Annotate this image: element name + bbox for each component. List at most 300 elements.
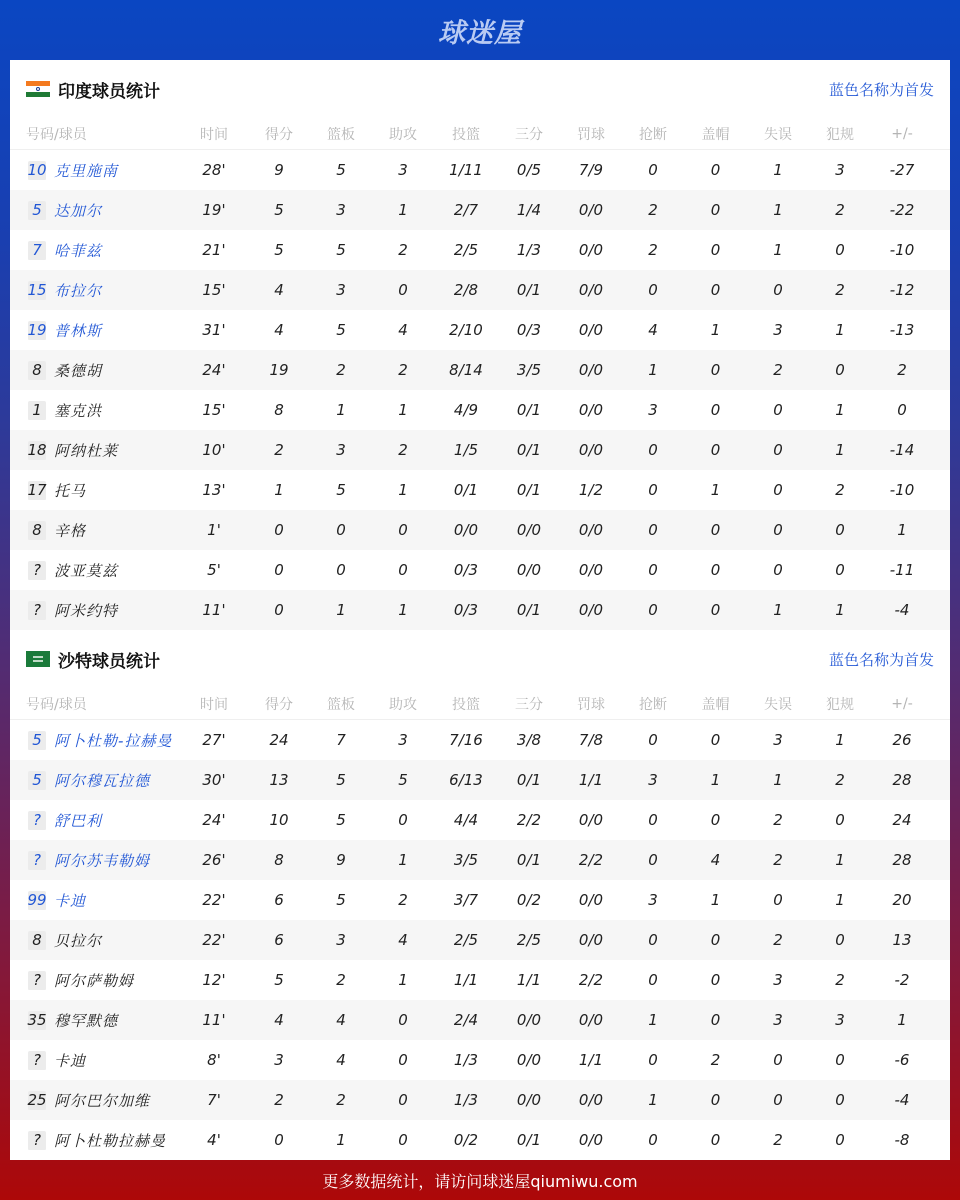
stat-cell: 6 xyxy=(274,891,284,909)
stat-cell: 3 xyxy=(336,201,346,219)
stat-cell: 0/1 xyxy=(516,851,542,869)
stat-cell: 27' xyxy=(202,731,226,749)
stat-cell: 0 xyxy=(897,401,907,419)
player-cell[interactable] xyxy=(10,850,180,871)
stat-cell: 5 xyxy=(274,971,284,989)
stat-cell: 1 xyxy=(398,201,408,219)
stat-cell: 3 xyxy=(336,931,346,949)
jersey-number-icon: 5 xyxy=(28,771,46,790)
stat-cell: 5 xyxy=(398,771,408,789)
player-name[interactable]: 阿卜杜勒拉赫曼 xyxy=(54,1131,167,1150)
stat-cell: 1 xyxy=(336,401,346,419)
stat-cell: 2 xyxy=(773,811,783,829)
player-name[interactable]: 托马 xyxy=(54,481,87,500)
column-header: 罚球 xyxy=(577,696,605,713)
stat-cell: 0/0 xyxy=(516,521,542,539)
stat-cell: 1 xyxy=(773,241,783,259)
stat-cell: 0/1 xyxy=(516,481,542,499)
player-row[interactable] xyxy=(10,150,950,190)
stat-cell: 1 xyxy=(773,601,783,619)
stat-cell: 0 xyxy=(835,1051,845,1069)
jersey-number-icon: 17 xyxy=(27,481,47,499)
stat-cell: 31' xyxy=(202,321,226,339)
stat-cell: 0 xyxy=(648,521,658,539)
player-row[interactable] xyxy=(10,350,950,390)
stat-cell: -4 xyxy=(894,601,910,619)
stat-cell: 1/1 xyxy=(453,971,479,989)
stat-cell: -10 xyxy=(889,241,915,259)
column-header: 时间 xyxy=(200,126,228,143)
stat-cell: 1 xyxy=(336,1131,346,1149)
player-row[interactable] xyxy=(10,510,950,550)
player-row[interactable] xyxy=(10,430,950,470)
stat-cell: 2 xyxy=(336,971,346,989)
player-cell[interactable] xyxy=(10,200,180,221)
player-name[interactable]: 卡迪 xyxy=(54,1051,87,1070)
stat-cell: 0 xyxy=(710,601,721,619)
stat-cell: 9 xyxy=(274,161,284,179)
stat-cell: 0/0 xyxy=(578,241,604,259)
stat-cell: 6 xyxy=(274,931,284,949)
column-header: 投篮 xyxy=(452,696,480,713)
player-name[interactable]: 阿纳杜莱 xyxy=(54,441,119,460)
stat-cell: 1 xyxy=(398,401,408,419)
stat-cell: 0/0 xyxy=(578,811,604,829)
column-header: 号码/球员 xyxy=(26,696,87,713)
stat-cell: 0/0 xyxy=(578,321,604,339)
india-flag-icon xyxy=(26,81,50,97)
stat-cell: 19' xyxy=(202,201,226,219)
stat-cell: 0/1 xyxy=(453,481,479,499)
player-cell[interactable] xyxy=(10,1050,180,1071)
jersey-number-icon: 25 xyxy=(27,1091,47,1109)
player-cell[interactable] xyxy=(10,160,180,181)
stat-cell: 5 xyxy=(336,241,346,259)
stat-cell: -4 xyxy=(894,1091,910,1109)
stat-cell: 2 xyxy=(773,361,783,379)
stat-cell: 4 xyxy=(274,321,284,339)
stat-cell: 5 xyxy=(336,161,346,179)
player-cell[interactable] xyxy=(10,440,180,461)
column-header: 失误 xyxy=(764,696,792,713)
stat-cell: 2 xyxy=(274,441,284,459)
team-section-india xyxy=(10,60,950,630)
stat-cell: 0/0 xyxy=(516,1091,542,1109)
stat-cell: 0/0 xyxy=(578,1091,604,1109)
jersey-number-icon: 8 xyxy=(28,361,46,380)
stat-cell: 0 xyxy=(773,441,783,459)
player-name[interactable]: 贝拉尔 xyxy=(54,931,103,950)
jersey-number-icon: 99 xyxy=(27,891,47,909)
stat-cell: -11 xyxy=(889,561,915,579)
stat-cell: 0 xyxy=(710,731,721,749)
stat-cell: 0/1 xyxy=(516,601,542,619)
stat-cell: 1/2 xyxy=(578,481,604,499)
stat-cell: 2/10 xyxy=(449,321,483,339)
stat-cell: 2 xyxy=(398,441,408,459)
stat-cell: 1 xyxy=(773,771,783,789)
stat-cell: 1 xyxy=(710,481,721,499)
stat-cell: 0/0 xyxy=(578,281,604,299)
stat-cell: 0 xyxy=(710,561,721,579)
player-row[interactable] xyxy=(10,270,950,310)
stat-cell: 1 xyxy=(274,481,284,499)
stat-cell: 0/0 xyxy=(578,561,604,579)
player-name[interactable]: 克里施南 xyxy=(54,161,119,180)
player-row[interactable] xyxy=(10,190,950,230)
player-cell[interactable] xyxy=(10,520,180,541)
stat-cell: 1 xyxy=(773,201,783,219)
stat-cell: 0 xyxy=(773,521,783,539)
stat-cell: 0 xyxy=(835,1091,845,1109)
stat-cell: 8/14 xyxy=(449,361,483,379)
stat-cell: 3 xyxy=(648,891,658,909)
stat-cell: 5 xyxy=(336,321,346,339)
stat-cell: 0 xyxy=(274,521,284,539)
jersey-number-icon: 19 xyxy=(27,321,47,339)
stat-cell: -12 xyxy=(889,281,915,299)
stat-cell: 4 xyxy=(274,281,284,299)
player-cell[interactable] xyxy=(10,320,180,341)
player-row[interactable] xyxy=(10,1120,950,1160)
stat-cell: 2 xyxy=(336,361,346,379)
stat-cell: 1/1 xyxy=(516,971,542,989)
stat-cell: 4 xyxy=(274,1011,284,1029)
jersey-number-icon: 7 xyxy=(28,241,46,260)
stat-cell: 2 xyxy=(835,281,845,299)
stat-cell: 0/0 xyxy=(578,441,604,459)
player-name[interactable]: 波亚莫兹 xyxy=(54,561,119,580)
stat-cell: 0 xyxy=(773,1091,783,1109)
stat-cell: 0 xyxy=(710,441,721,459)
stat-cell: 0 xyxy=(773,481,783,499)
player-cell[interactable] xyxy=(10,600,180,621)
stat-cell: 0/0 xyxy=(578,201,604,219)
player-cell[interactable] xyxy=(10,280,180,301)
jersey-number-icon: 18 xyxy=(27,441,47,459)
stat-cell: 0 xyxy=(773,281,783,299)
stat-cell: 24 xyxy=(269,731,289,749)
player-row[interactable] xyxy=(10,230,950,270)
stat-cell: 4/9 xyxy=(453,401,479,419)
player-row[interactable] xyxy=(10,800,950,840)
stat-cell: 0 xyxy=(835,811,845,829)
section-title: 沙特球员统计 xyxy=(58,651,160,672)
stat-cell: 2/7 xyxy=(453,201,479,219)
stat-cell: 28 xyxy=(892,771,912,789)
stat-cell: 28' xyxy=(202,161,226,179)
stat-cell: 1 xyxy=(336,601,346,619)
stat-cell: 0 xyxy=(648,971,658,989)
player-row[interactable] xyxy=(10,880,950,920)
stat-cell: 0 xyxy=(773,1051,783,1069)
column-header: 得分 xyxy=(265,126,293,143)
stat-cell: 7/16 xyxy=(449,731,483,749)
jersey-number-icon: ? xyxy=(28,561,46,580)
stat-cell: 24 xyxy=(892,811,912,829)
stat-cell: 5 xyxy=(336,811,346,829)
stat-cell: 0 xyxy=(710,521,721,539)
starter-legend: 蓝色名称为首发 xyxy=(828,650,934,669)
stat-cell: -6 xyxy=(894,1051,910,1069)
stat-cell: 0 xyxy=(648,731,658,749)
stat-cell: 0/0 xyxy=(578,361,604,379)
column-header: 三分 xyxy=(515,126,543,143)
player-cell[interactable] xyxy=(10,400,180,421)
player-cell[interactable] xyxy=(10,890,180,911)
stat-cell: 1 xyxy=(835,851,845,869)
player-cell[interactable] xyxy=(10,730,180,751)
stat-cell: 0 xyxy=(773,891,783,909)
section-header xyxy=(10,60,950,118)
stat-cell: 3 xyxy=(336,441,346,459)
stat-cell: 2/2 xyxy=(578,971,604,989)
stat-cell: 3 xyxy=(773,1011,783,1029)
jersey-number-icon: ? xyxy=(28,601,46,620)
player-name[interactable]: 阿尔苏韦勒姆 xyxy=(54,851,151,870)
player-row[interactable] xyxy=(10,920,950,960)
player-name[interactable]: 阿尔穆瓦拉德 xyxy=(54,771,151,790)
player-name[interactable]: 阿尔巴尔加维 xyxy=(54,1091,151,1110)
player-name[interactable]: 桑德胡 xyxy=(54,361,103,380)
player-cell[interactable] xyxy=(10,1090,180,1111)
column-header: 失误 xyxy=(764,126,792,143)
stat-cell: 3 xyxy=(274,1051,284,1069)
stat-cell: 0 xyxy=(398,1091,408,1109)
jersey-number-icon: 5 xyxy=(28,201,46,220)
player-name[interactable]: 阿米约特 xyxy=(54,601,119,620)
column-header: 助攻 xyxy=(389,696,417,713)
stat-cell: 13 xyxy=(892,931,912,949)
stat-cell: 12' xyxy=(202,971,226,989)
stat-cell: 0 xyxy=(336,521,346,539)
stat-cell: 1 xyxy=(897,1011,907,1029)
stat-cell: 0 xyxy=(648,601,658,619)
stat-cell: 2 xyxy=(336,1091,346,1109)
stat-cell: 2/5 xyxy=(453,931,479,949)
stat-cell: 1 xyxy=(835,401,845,419)
stat-cell: 2 xyxy=(835,201,845,219)
stat-cell: 4 xyxy=(336,1011,346,1029)
player-cell[interactable] xyxy=(10,930,180,951)
stat-cell: 26 xyxy=(892,731,912,749)
stat-cell: 21' xyxy=(202,241,226,259)
stat-cell: 13 xyxy=(269,771,289,789)
table-header xyxy=(10,688,950,720)
stat-cell: 2 xyxy=(773,1131,783,1149)
player-cell[interactable] xyxy=(10,1130,180,1151)
stat-cell: 3 xyxy=(648,401,658,419)
jersey-number-icon: ? xyxy=(28,971,46,990)
stat-cell: 0/3 xyxy=(516,321,542,339)
stat-cell: 0 xyxy=(648,441,658,459)
stat-cell: 1 xyxy=(648,361,658,379)
stat-cell: 2 xyxy=(710,1051,721,1069)
stat-cell: -22 xyxy=(889,201,915,219)
stat-cell: 0 xyxy=(398,811,408,829)
column-header: 盖帽 xyxy=(701,696,730,713)
player-name[interactable]: 阿尔萨勒姆 xyxy=(54,971,135,990)
stat-cell: -13 xyxy=(889,321,915,339)
stat-cell: 0/2 xyxy=(516,891,542,909)
player-cell[interactable] xyxy=(10,970,180,991)
stat-cell: 3 xyxy=(648,771,658,789)
stat-cell: 1 xyxy=(835,321,845,339)
stat-cell: 20 xyxy=(892,891,912,909)
player-name[interactable]: 塞克洪 xyxy=(54,401,103,420)
player-name[interactable]: 普林斯 xyxy=(54,321,103,340)
player-cell[interactable] xyxy=(10,1010,180,1031)
player-row[interactable] xyxy=(10,390,950,430)
stat-cell: 0 xyxy=(710,1131,721,1149)
stat-cell: 15' xyxy=(202,281,226,299)
section-title: 印度球员统计 xyxy=(58,81,160,102)
stat-cell: 8 xyxy=(274,851,284,869)
stat-cell: 2/2 xyxy=(578,851,604,869)
stat-cell: 5 xyxy=(274,201,284,219)
jersey-number-icon: 1 xyxy=(28,401,46,420)
stat-cell: 4 xyxy=(648,321,658,339)
player-name[interactable]: 哈菲兹 xyxy=(54,241,103,260)
stat-cell: 0/0 xyxy=(578,891,604,909)
stat-cell: 1 xyxy=(398,971,408,989)
stat-cell: 1 xyxy=(648,1091,658,1109)
player-name[interactable]: 卡迪 xyxy=(54,891,87,910)
player-name[interactable]: 穆罕默德 xyxy=(54,1011,119,1030)
stat-cell: 2 xyxy=(398,361,408,379)
stat-cell: 3/7 xyxy=(453,891,479,909)
stat-cell: 0/3 xyxy=(453,561,479,579)
stat-cell: 1/3 xyxy=(453,1051,479,1069)
stat-cell: 0 xyxy=(710,161,721,179)
player-row[interactable] xyxy=(10,720,950,760)
stat-cell: 0 xyxy=(835,361,845,379)
stat-cell: 4/4 xyxy=(453,811,479,829)
section-header xyxy=(10,630,950,688)
stat-cell: 5 xyxy=(336,771,346,789)
stat-cell: 0 xyxy=(710,201,721,219)
jersey-number-icon: 5 xyxy=(28,731,46,750)
player-row[interactable] xyxy=(10,550,950,590)
stat-cell: 1/1 xyxy=(578,771,604,789)
footer-text: 更多数据统计，请访问球迷屋qiumiwu.com xyxy=(322,1171,638,1191)
stat-cell: 0 xyxy=(835,561,845,579)
stat-cell: 2 xyxy=(835,481,845,499)
stat-cell: 2 xyxy=(835,771,845,789)
jersey-number-icon: ? xyxy=(28,1051,46,1070)
stat-cell: 10' xyxy=(202,441,226,459)
stat-cell: 0 xyxy=(835,241,845,259)
stat-cell: 0 xyxy=(398,1011,408,1029)
stat-cell: 1 xyxy=(398,481,408,499)
stat-cell: 2 xyxy=(398,891,408,909)
stat-cell: 3 xyxy=(398,731,408,749)
player-row[interactable] xyxy=(10,470,950,510)
stat-cell: 2 xyxy=(773,851,783,869)
column-header: 抢断 xyxy=(639,126,667,143)
stat-cell: 0 xyxy=(336,561,346,579)
stat-cell: 3/8 xyxy=(516,731,542,749)
stat-cell: 0 xyxy=(648,561,658,579)
player-name[interactable]: 舒巴利 xyxy=(54,811,103,830)
jersey-number-icon: ? xyxy=(28,851,46,870)
stat-cell: 0/0 xyxy=(516,1011,542,1029)
stat-cell: 11' xyxy=(202,601,226,619)
stat-cell: -14 xyxy=(889,441,915,459)
stat-cell: 0/0 xyxy=(578,601,604,619)
stat-cell: 1 xyxy=(897,521,907,539)
player-cell[interactable] xyxy=(10,770,180,791)
stat-cell: 1/11 xyxy=(449,161,483,179)
stat-cell: 1' xyxy=(207,521,221,539)
player-cell[interactable] xyxy=(10,360,180,381)
player-name[interactable]: 阿卜杜勒-拉赫曼 xyxy=(54,731,173,750)
player-row[interactable] xyxy=(10,840,950,880)
stat-cell: -10 xyxy=(889,481,915,499)
stat-cell: 0 xyxy=(398,281,408,299)
column-header: 篮板 xyxy=(327,696,355,713)
stat-cell: 0/0 xyxy=(578,1131,604,1149)
player-cell[interactable] xyxy=(10,560,180,581)
stat-cell: 0 xyxy=(648,931,658,949)
stat-cell: 0/0 xyxy=(578,401,604,419)
stat-cell: -2 xyxy=(894,971,910,989)
stat-cell: 1/1 xyxy=(578,1051,604,1069)
stat-cell: 11' xyxy=(202,1011,226,1029)
stat-cell: 3 xyxy=(773,731,783,749)
player-cell[interactable] xyxy=(10,240,180,261)
stat-cell: 0/0 xyxy=(578,931,604,949)
player-row[interactable] xyxy=(10,1000,950,1040)
player-row[interactable] xyxy=(10,1080,950,1120)
team-section-saudi xyxy=(10,630,950,1160)
player-cell[interactable] xyxy=(10,810,180,831)
stat-cell: 0 xyxy=(648,1051,658,1069)
stat-cell: 0 xyxy=(274,601,284,619)
stat-cell: 0 xyxy=(398,561,408,579)
player-row[interactable] xyxy=(10,310,950,350)
player-row[interactable] xyxy=(10,1040,950,1080)
stat-cell: 0 xyxy=(710,361,721,379)
stat-cell: 3 xyxy=(773,971,783,989)
stat-cell: 0 xyxy=(710,401,721,419)
stat-cell: 2/2 xyxy=(516,811,542,829)
stat-cell: 0 xyxy=(710,811,721,829)
stat-cell: 0/1 xyxy=(516,281,542,299)
player-row[interactable] xyxy=(10,590,950,630)
stat-cell: 2 xyxy=(648,241,658,259)
player-name[interactable]: 辛格 xyxy=(54,521,87,540)
stat-cell: 0/0 xyxy=(578,521,604,539)
player-name[interactable]: 布拉尔 xyxy=(54,281,103,300)
player-cell[interactable] xyxy=(10,480,180,501)
player-name[interactable]: 达加尔 xyxy=(54,201,103,220)
site-logo: 球迷屋 xyxy=(438,17,522,49)
stat-cell: 7/8 xyxy=(578,731,604,749)
stat-cell: 0/1 xyxy=(516,401,542,419)
stat-cell: 3/5 xyxy=(453,851,479,869)
stat-cell: 0/1 xyxy=(516,1131,542,1149)
column-header: 号码/球员 xyxy=(26,126,87,143)
footer-banner[interactable] xyxy=(0,1160,960,1200)
stat-cell: 1 xyxy=(773,161,783,179)
stat-cell: 22' xyxy=(202,891,226,909)
player-row[interactable] xyxy=(10,760,950,800)
stat-cell: 13' xyxy=(202,481,226,499)
stat-cell: -27 xyxy=(889,161,915,179)
player-row[interactable] xyxy=(10,960,950,1000)
stat-cell: 0/5 xyxy=(516,161,542,179)
